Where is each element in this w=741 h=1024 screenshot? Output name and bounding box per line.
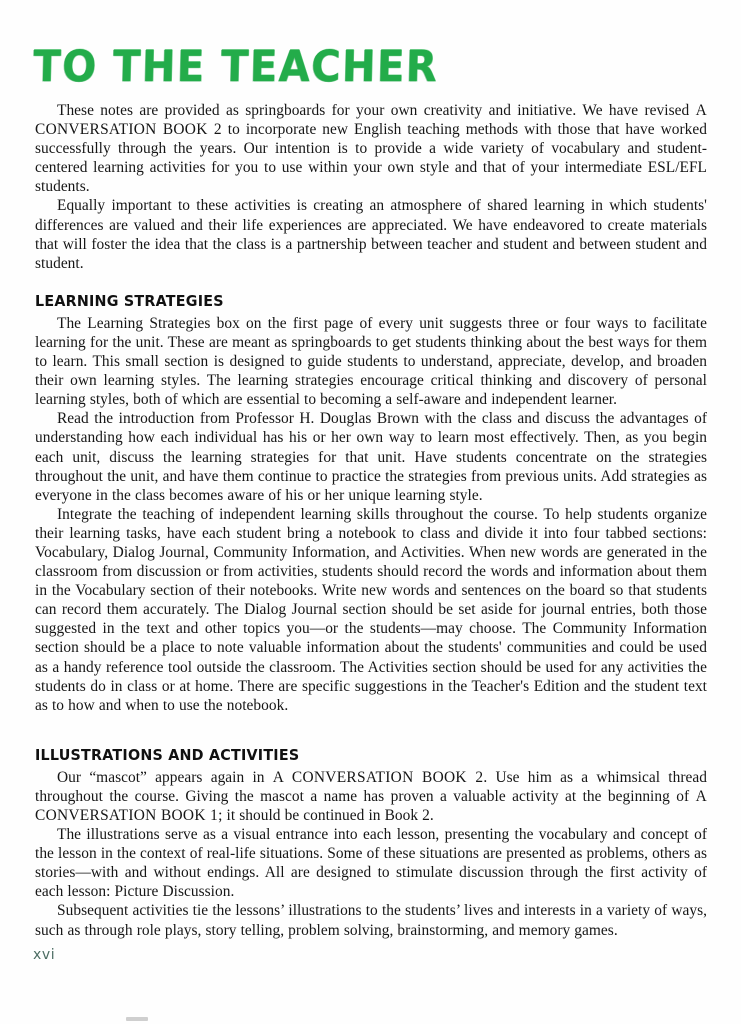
- spacer: [35, 273, 707, 291]
- learning-strategies-paragraph-3: Integrate the teaching of independent learning skills throughout the course. To help students organize their learning tasks, have each student bring a notebook to class and divide it into four tabbed sections: Vocabulary, Dialog Journal, Community Information, and Activities. When new words are generated in the classroom from discussion or from activities, students should record the words and information about them in the Vocabulary section of their notebooks. Write new words and sentences on the board so that students can record them accurately. The Dialog Journal section should be set aside for journal entries, both those suggested in the text and other topics you—or the students—may choose. The Community Information section should be a place to note valuable information about the students' communities and could be used as a handy reference tool outside the classroom. The Activities section should be used for any activities the students do in class or at home. There are specific suggestions in the Teacher's Edition and the student text as to how and when to use the notebook.: [35, 505, 707, 714]
- spacer: [35, 715, 707, 745]
- page-number: xvi: [33, 947, 56, 963]
- illustrations-paragraph-3: Subsequent activities tie the lessons’ illustrations to the students’ lives and interests in a variety of ways, such as through role plays, story telling, problem solving, brainstorming, and memory games.: [35, 902, 707, 939]
- scan-artifact: [126, 1017, 148, 1021]
- text-column: [35, 101, 707, 940]
- intro-paragraph-2: Equally important to these activities is creating an atmosphere of shared learning in which students' differences are valued and their life experiences are appreciated. We have endeavored to create materials that will foster the idea that the class is a partnership between teacher and student and between student and student.: [35, 197, 707, 272]
- learning-strategies-paragraph-2: Read the introduction from Professor H. Douglas Brown with the class and discuss the advantages of understanding how each individual has his or her own way to learn most effectively. Then, as you begin each unit, discuss the learning strategies for that unit. Have students concentrate on the strategies throughout the unit, and have them continue to practice the strategies from previous units. Add strategies as everyone in the class becomes aware of his or her unique learning style.: [35, 410, 707, 504]
- illustrations-paragraph-1: Our “mascot” appears again in A CONVERSATION BOOK 2. Use him as a whimsical thread throughout the course. Giving the mascot a name has proven a valuable activity at the beginning of A CONVERSATION BOOK 1; it should be continued in Book 2.: [35, 768, 707, 824]
- learning-strategies-paragraph-1: The Learning Strategies box on the first page of every unit suggests three or four ways to facilitate learning for the unit. These are meant as springboards to get students thinking about the best ways for them to learn. This small section is designed to guide students to understand, appreciate, develop, and broaden their own learning styles. The learning strategies encourage critical thinking and discovery of personal learning styles, both of which are essential to becoming a self-aware and independent learner.: [35, 314, 707, 409]
- section-heading-learning-strategies: LEARNING STRATEGIES: [35, 291, 224, 310]
- intro-paragraph-1: These notes are provided as springboards for your own creativity and initiative. We have revised A CONVERSATION BOOK 2 to incorporate new English teaching methods with those that have worked successfully through the years. Our intention is to provide a wide variety of vocabulary and student-centered learning activities for you to use within your own style and that of your intermediate ESL/EFL students.: [35, 102, 707, 196]
- illustrations-paragraph-2: The illustrations serve as a visual entrance into each lesson, presenting the vocabulary and concept of the lesson in the context of real-life situations. Some of these situations are presented as problems, others as stories—with and without endings. All are designed to stimulate discussion through the first activity of each lesson: Picture Discussion.: [35, 826, 707, 901]
- page-title: TO THE TEACHER: [32, 41, 439, 92]
- section-heading-illustrations-and-activities: ILLUSTRATIONS AND ACTIVITIES: [35, 745, 300, 764]
